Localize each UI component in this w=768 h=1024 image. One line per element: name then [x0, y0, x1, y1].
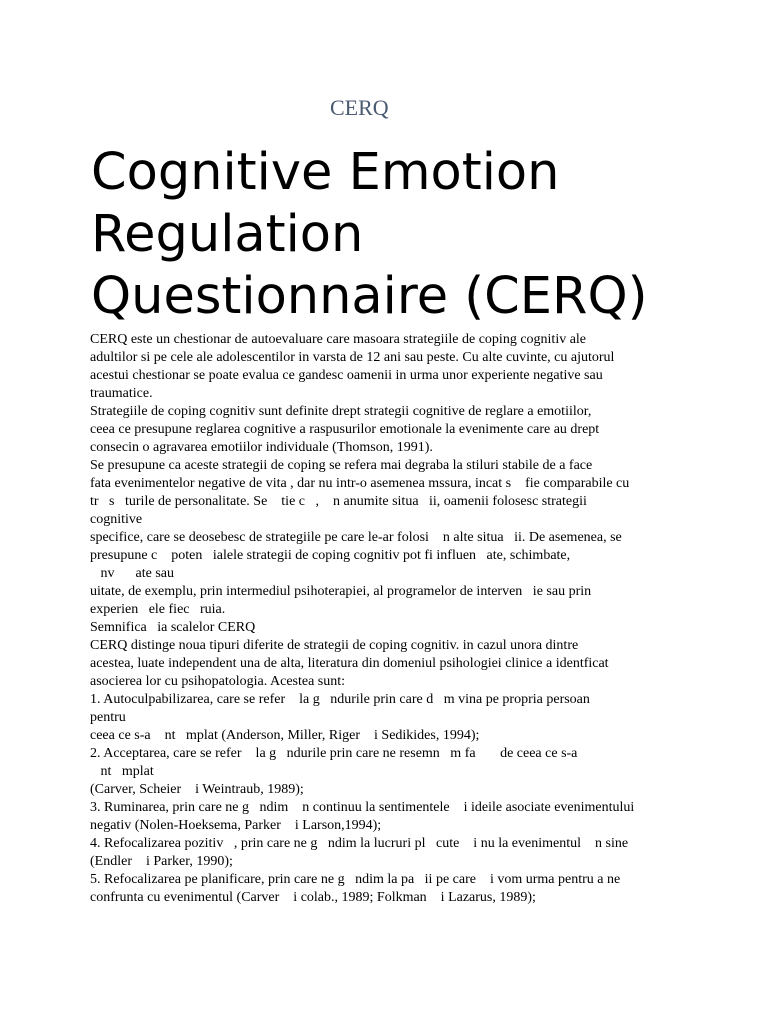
- text-line: 4. Refocalizarea pozitiv , prin care ne g ndim la lucruri pl cute i nu la evenimentul n sine: [90, 836, 629, 851]
- text-line: presupune c poten ialele strategii de coping cognitiv pot fi influen ate, schimbate,: [90, 548, 571, 563]
- text-line: acestea, luate independent una de alta, literatura din domeniul psihologiei clinice a identficat: [90, 656, 609, 671]
- text-line: CERQ distinge noua tipuri diferite de strategii de coping cognitiv. in cazul unora dintre: [90, 638, 579, 653]
- text-line: 5. Refocalizarea pe planificare, prin care ne g ndim la pa ii pe care i vom urma pentru a ne: [90, 872, 621, 887]
- text-line: acestui chestionar se poate evalua ce gandesc oamenii in urma unor experiente negative sau: [90, 368, 603, 383]
- text-line: pentru: [90, 710, 126, 725]
- text-line: cognitive: [90, 512, 143, 527]
- text-line: traumatice.: [90, 386, 153, 401]
- text-line: adultilor si pe cele ale adolescentilor in varsta de 12 ani sau peste. Cu alte cuvinte, cu ajutorul: [90, 350, 615, 365]
- text-line: 1. Autoculpabilizarea, care se refer la g ndurile prin care d m vina pe propria persoan: [90, 692, 590, 707]
- text-line: (Carver, Scheier i Weintraub, 1989);: [90, 782, 304, 797]
- text-line: ceea ce presupune reglarea cognitive a raspusurilor emotionale la evenimente care au drept: [90, 422, 600, 437]
- text-line: 3. Ruminarea, prin care ne g ndim n continuu la sentimentele i ideile asociate evenimentului: [90, 800, 635, 815]
- text-line: Strategiile de coping cognitiv sunt definite drept strategii cognitive de reglare a emotiilor,: [90, 404, 592, 419]
- text-line: Se presupune ca aceste strategii de coping se refera mai degraba la stiluri stabile de a face: [90, 458, 593, 473]
- text-line: negativ (Nolen-Hoeksema, Parker i Larson,1994);: [90, 818, 382, 833]
- body-text: [90, 331, 690, 907]
- text-line: specifice, care se deosebesc de strategiile pe care le-ar folosi n alte situa ii. De asemenea, se: [90, 530, 622, 545]
- text-line: tr s turile de personalitate. Se tie c , n anumite situa ii, oamenii folosesc strategii: [90, 494, 587, 509]
- running-title: CERQ: [330, 95, 389, 120]
- text-line: (Endler i Parker, 1990);: [90, 854, 233, 869]
- text-line: nv ate sau: [90, 566, 174, 581]
- text-line: CERQ este un chestionar de autoevaluare care masoara strategiile de coping cognitiv ale: [90, 332, 587, 347]
- text-line: fata evenimentelor negative de vita , dar nu intr-o asemenea mssura, incat s fie comparabile cu: [90, 476, 630, 491]
- text-line: ceea ce s-a nt mplat (Anderson, Miller, Riger i Sedikides, 1994);: [90, 728, 480, 743]
- text-line: Semnifica ia scalelor CERQ: [90, 620, 256, 635]
- text-line: 2. Acceptarea, care se refer la g ndurile prin care ne resemn m fa de ceea ce s-a: [90, 746, 578, 761]
- text-line: nt mplat: [90, 764, 154, 779]
- text-line: experien ele fiec ruia.: [90, 602, 226, 617]
- text-line: consecin o agravarea emotiilor individuale (Thomson, 1991).: [90, 440, 433, 455]
- text-line: uitate, de exemplu, prin intermediul psihoterapiei, al programelor de interven ie sau prin: [90, 584, 592, 599]
- text-line: asocierea lor cu psihopatologia. Acestea sunt:: [90, 674, 346, 689]
- page-title: Cognitive Emotion Regulation Questionnaire (CERQ): [91, 143, 648, 326]
- text-line: confrunta cu evenimentul (Carver i colab., 1989; Folkman i Lazarus, 1989);: [90, 890, 536, 905]
